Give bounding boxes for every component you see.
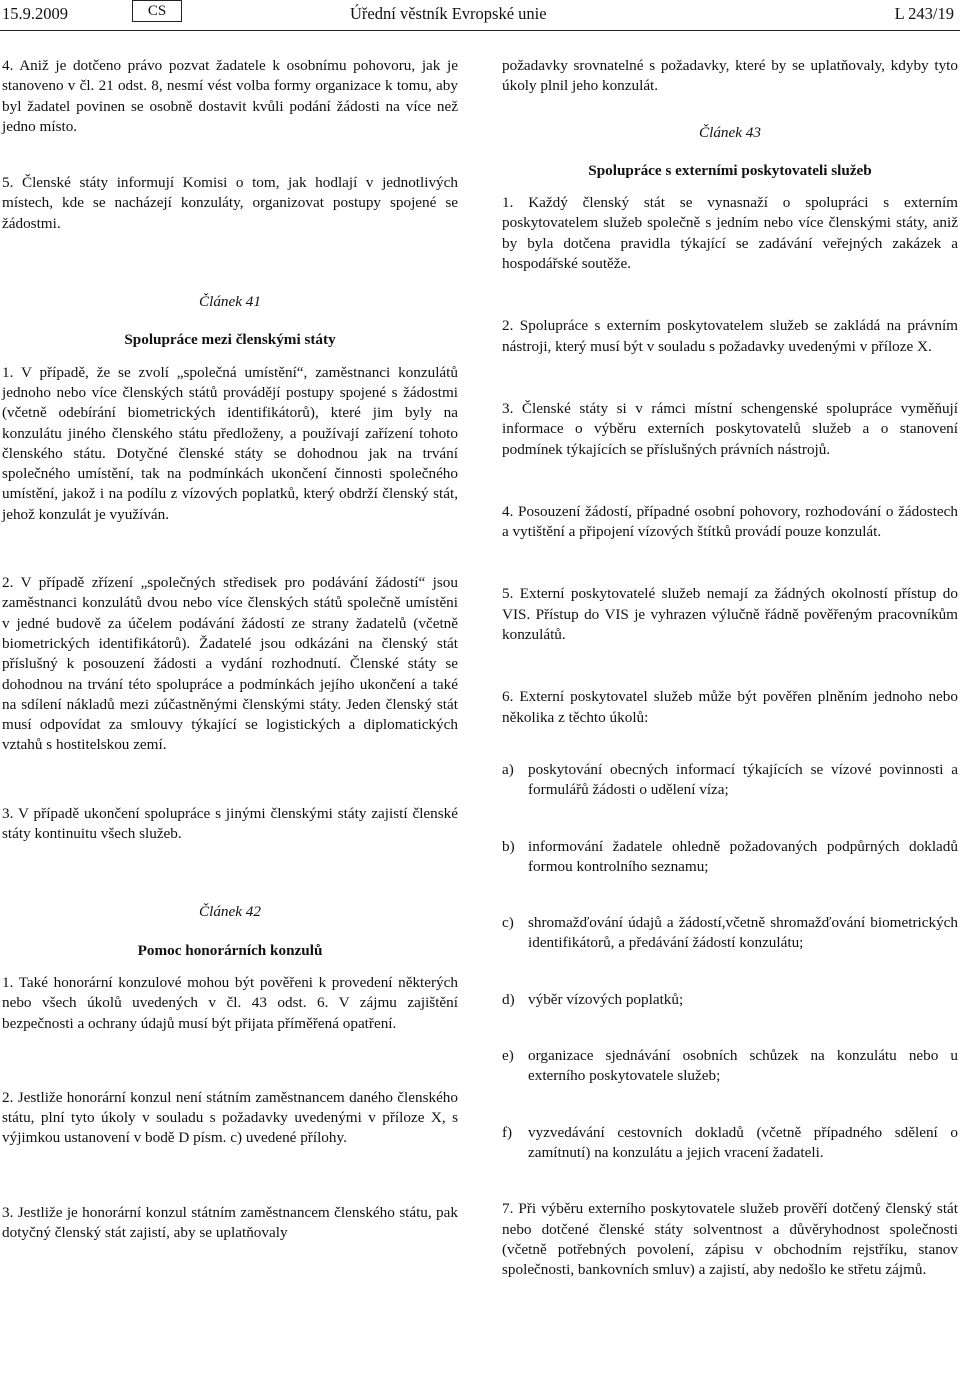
list-item [502,990,958,1010]
paragraph-4: 4. Aniž je dotčeno právo pozvat žadatele k osobnímu pohovoru, jak je stanoveno v čl. 21 odst. 8, nesmí vést volba formy organizace k tomu, aby byl žadatel povinen se osobně dostavit kvůli podání žádosti na více než jedno místo. [2,57,458,135]
article-43-number: Článek 43 [698,123,761,141]
list-item [502,913,958,954]
article-42-title: Pomoc honorárních konzulů [137,941,323,959]
article-43-paragraph-7: 7. Při výběru externího poskytovatele služeb prověří dotčený členský stát nebo dotčené členské státy solventnost a důvěryhodnost společnosti (včetně potřebných povolení, zápisu v obchodním rejstříku, stanov společnosti, bankovních smluv) a zajistí, aby nedošlo ke střetu zájmů. [502,1200,958,1279]
article-41-paragraph-1: 1. V případě, že se zvolí „společná umístění“, zaměstnanci konzulátů jednoho nebo více členských států provádějí postupy spojené s žádostmi (včetně odebírání biometrických identifikátorů), které jim byly na konzulátu jiného členského státu předloženy, a používají zařízení tohoto členského státu. Dotyčné členské státy se dohodnou jak na trvání společného umístění, tak na podmínkách ukončení činnosti společného umístění, jakož i na podílu z vízových poplatků, který obdrží členský stát, jehož konzulát je využíván. [2,363,458,523]
list-item-text: poskytování obecných informací týkajících se vízové povinnosti a formulářů žádosti o udělení víza; [528,760,958,799]
article-42-number: Článek 42 [198,903,261,921]
article-43-paragraph-6: 6. Externí poskytovatel služeb může být pověřen plněním jednoho nebo několika z těchto úkolů: [502,688,958,726]
article-42-paragraph-2: 2. Jestliže honorární konzul není státním zaměstnancem daného členského státu, plní tyto úkoly v souladu s požadavky uvedenými v příloze X, s výjimkou ustanovení v bodě D písm. c) uvedené přílohy. [2,1088,458,1147]
header-journal-title: Úřední věstník Evropské unie [350,4,547,23]
article-41-paragraph-3: 3. V případě ukončení spolupráce s jinými členskými státy zajistí členské státy kontinuitu všech služeb. [2,804,458,843]
page-header [0,0,960,30]
list-item [502,837,958,878]
left-column [2,56,458,1279]
paragraph-5: 5. Členské státy informují Komisi o tom, jak hodlají v jednotlivých místech, kde se nacházejí konzuláty, organizovat postupy spojené se žádostmi. [2,174,458,232]
list-item [502,1046,958,1087]
header-rule [0,30,960,31]
article-42-paragraph-1: 1. Také honorární konzulové mohou být pověřeni k provedení některých nebo všech úkolů uvedených v čl. 43 odst. 6. V zájmu zajištění bezpečnosti a ochrany údajů musí být přijata příměřená opatření. [2,973,458,1032]
header-language-box: CS [132,0,182,22]
right-column [502,56,958,1316]
article-43-paragraph-5: 5. Externí poskytovatelé služeb nemají za žádných okolností přístup do VIS. Přístup do VIS je vyhrazen výlučně řádně pověřeným pracovníkům konzulátů. [502,585,958,644]
list-item [502,760,958,801]
article-43-paragraph-1: 1. Každý členský stát se vynasnaží o spolupráci s externím poskytovatelem služeb společně s jedním nebo více členskými státy, aniž by byla dotčena pravidla týkající se zadávání veřejných zakázek a hospodářské soutěže. [502,194,958,273]
list-item-label: a) [502,760,514,778]
list-item-text: organizace sjednávání osobních schůzek na konzulátu nebo u externího poskytovatele služeb; [528,1047,958,1085]
list-item-label: b) [502,837,515,855]
article-41-number: Článek 41 [198,293,261,311]
list-item-text: vyzvedávání cestovních dokladů (včetně případného sdělení o zamítnutí) na konzulátu a jejich vracení žadateli. [528,1123,958,1161]
article-43-paragraph-4: 4. Posouzení žádostí, případné osobní pohovory, rozhodování o žádostech a vytištění a připojení vízových štítků provádí pouze konzulát. [502,502,958,541]
list-item-label: f) [502,1123,513,1141]
list-item-text: informování žadatele ohledně požadovaných podpůrných dokladů formou kontrolního seznamu; [528,837,958,875]
list-item [502,1123,958,1164]
article-43-paragraph-3: 3. Členské státy si v rámci místní schengenské spolupráce vyměňují informace o výběru externích poskytovatelů služeb a o stanovení podmínek týkajících se příslušných právních nástrojů. [502,399,958,458]
list-item-text: výběr vízových poplatků; [528,990,684,1008]
header-date: 15.9.2009 [2,4,68,23]
list-item-text: shromažďování údajů a žádostí,včetně shromažďování biometrických identifikátorů, a předávání žádostí konzulátu; [528,914,958,952]
article-43-paragraph-2: 2. Spolupráce s externím poskytovatelem služeb se zakládá na právním nástroji, který musí být v souladu s požadavky uvedenými v příloze X. [502,317,958,355]
list-item-label: d) [502,990,515,1008]
article-42-paragraph-3: 3. Jestliže je honorární konzul státním zaměstnancem členského státu, pak dotyčný členský stát zajistí, aby se uplatňovaly [2,1203,458,1241]
continued-paragraph: požadavky srovnatelné s požadavky, které by se uplatňovaly, kdyby tyto úkoly plnil jeho konzulát. [502,57,958,95]
article-41-title: Spolupráce mezi členskými státy [124,331,336,349]
list-item-label: e) [502,1047,514,1065]
article-41-paragraph-2: 2. V případě zřízení „společných středisek pro podávání žádostí“ jsou zaměstnanci konzulátů dvou nebo více členských států společně umístěni v jedné budově za účelem podávání žádostí ze strany žadatelů (včetně biometrických identifikátorů). Žadatelé jsou odkázáni na členský stát příslušný k posouzení žádosti a vydání rozhodnutí. Členské státy se dohodnou na trvání této spolupráce a podmínkách jejího ukončení a také na sdílení nákladů mezi zúčastněnými členskými státy. Jeden členský stát musí odpovídat za smlouvy týkající se logistických a diplomatických vztahů s hostitelskou zemí. [2,574,458,754]
header-page-reference: L 243/19 [894,4,954,23]
task-list [502,760,958,1163]
article-43-title: Spolupráce s externími poskytovateli služeb [588,161,872,179]
list-item-label: c) [502,914,514,932]
